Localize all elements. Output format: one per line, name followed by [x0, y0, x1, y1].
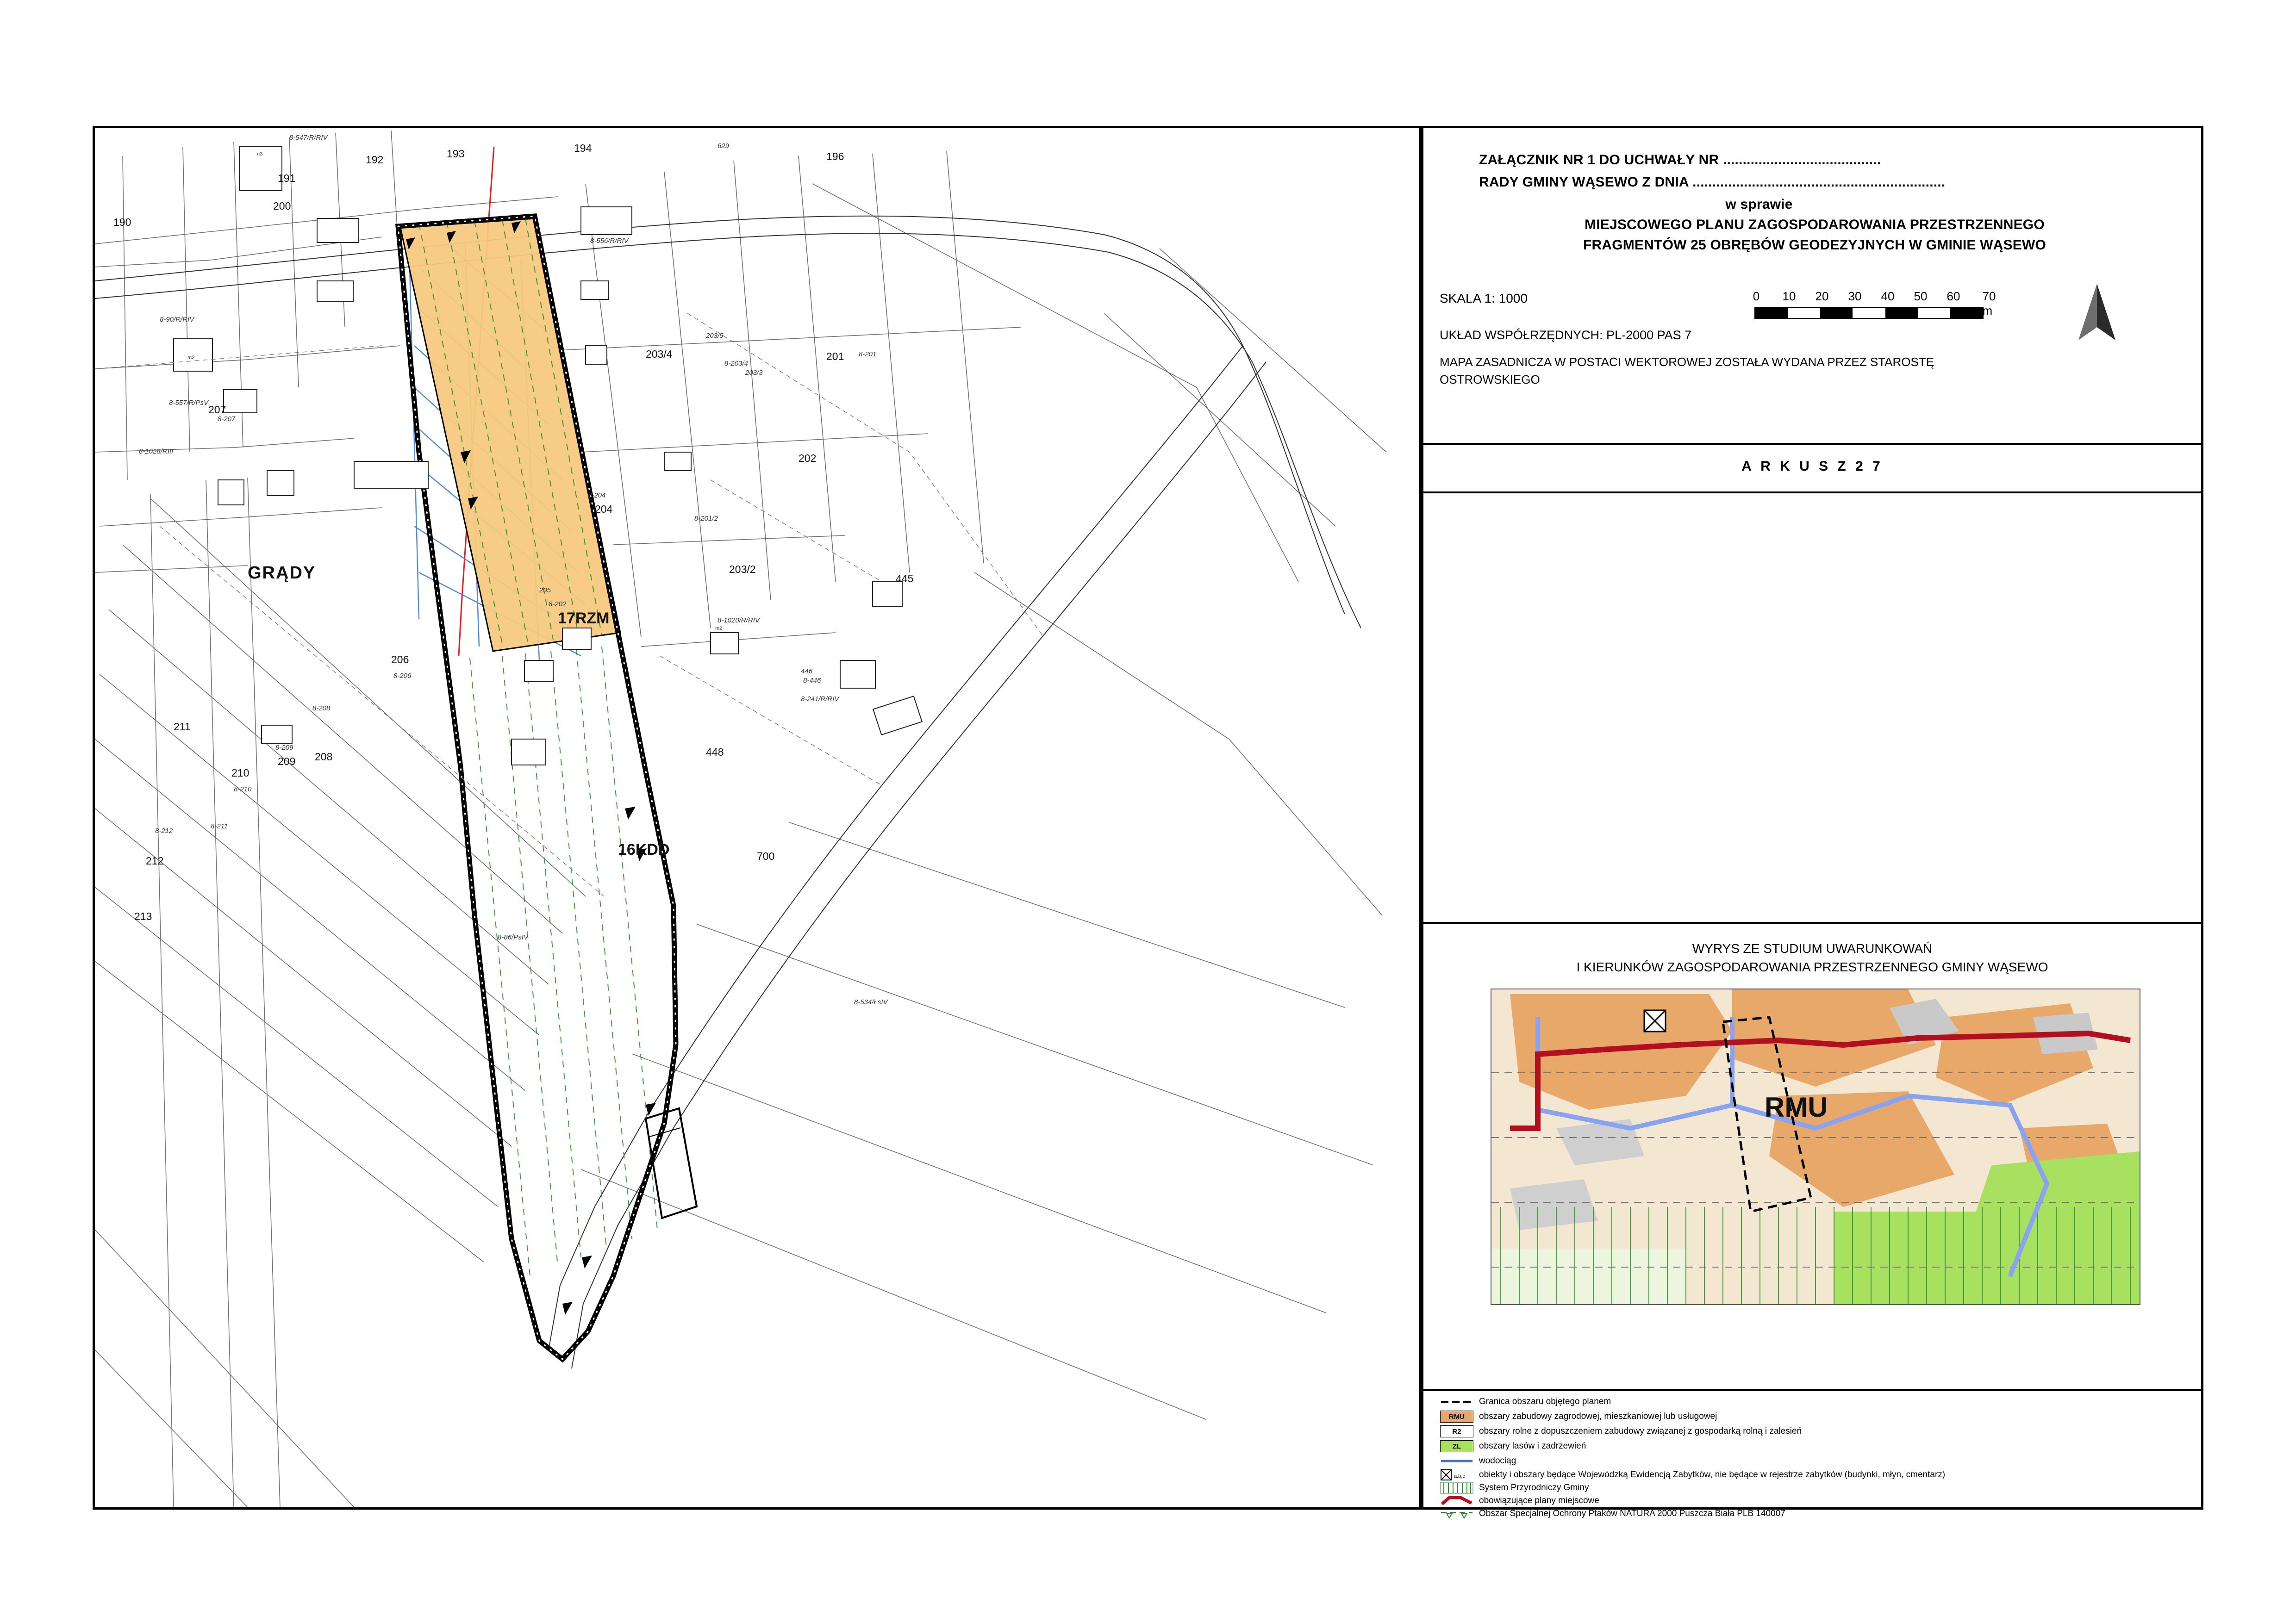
cadastral-code: 8-201/2: [694, 515, 718, 522]
cadastral-code: 8-1028/RIII: [139, 448, 174, 455]
parcel-number: 193: [447, 148, 465, 160]
scalebar-tick: 70 m: [1982, 289, 1996, 317]
map-vector-graphics: [95, 128, 1419, 1507]
legend-text: wodociąg: [1479, 1456, 1516, 1466]
legend-text: Obszar Specjalnej Ochrony Ptaków NATURA 2000 Puszcza Biała PLB 140007: [1479, 1509, 1785, 1518]
cadastral-code: 8-86/PsIV: [498, 933, 528, 941]
title-panel: [1421, 126, 2203, 1518]
cadastral-code: 8-212: [155, 827, 173, 835]
scalebar-tick: 50: [1914, 289, 1928, 303]
parcel-number: 700: [757, 850, 775, 862]
legend-block: [1423, 1389, 2201, 1518]
scalebar-tick: 0: [1753, 289, 1760, 303]
parcel-number: 191: [278, 172, 296, 184]
parcel-number: 194: [574, 142, 592, 154]
legend-item: [1440, 1455, 1516, 1467]
parcel-number: 205: [539, 586, 551, 594]
scalebar-segments: [1754, 307, 1984, 319]
blank-block: [1423, 491, 2201, 922]
header-line-3: w sprawie: [1725, 197, 1793, 212]
sheet-number-block: [1423, 443, 2201, 491]
wyrys-title-line-1: WYRYS ZE STUDIUM UWARUNKOWAŃ: [1692, 941, 1933, 956]
scalebar-tick: 40: [1881, 289, 1895, 303]
sheet-number: A R K U S Z 2 7: [1741, 459, 1883, 474]
parcel-number: 629: [718, 142, 730, 150]
parcel-number: 203/4: [646, 348, 673, 360]
zone-label-17rzm: 17RZM: [558, 609, 610, 627]
cadastral-code: 8-557/R/PsV: [169, 399, 209, 407]
header-line-4: MIEJSCOWEGO PLANU ZAGOSPODAROWANIA PRZESTRZENNEGO: [1585, 217, 2045, 232]
cadastral-code: 8-211: [211, 822, 228, 830]
parcel-number: 213: [134, 910, 152, 922]
legend-key-dashed-line: [1440, 1396, 1473, 1408]
north-arrow-icon: [2069, 281, 2125, 343]
cadastral-code: 8-534/ŁsIV: [854, 998, 888, 1006]
parcel-number: 200: [273, 200, 291, 212]
legend-item: [1440, 1396, 1611, 1408]
cadastral-code: 8-1020/R/RIV: [718, 616, 760, 624]
cadastral-code: 8-207: [218, 415, 236, 423]
parcel-number: 210: [231, 767, 250, 779]
parcel-number: 204: [595, 503, 613, 515]
legend-item: [1440, 1425, 1802, 1437]
parcel-number: 203/3: [745, 369, 763, 377]
coordinate-system-label: UKŁAD WSPÓŁRZĘDNYCH: PL-2000 PAS 7: [1440, 328, 1692, 342]
source-note-line-2: OSTROWSKIEGO: [1440, 373, 1540, 386]
parcel-number: 206: [391, 653, 409, 665]
cadastral-code: 8-210: [234, 785, 252, 793]
cadastral-code: 8-203/4: [724, 360, 748, 367]
wyrys-title-line-2: I KIERUNKÓW ZAGOSPODAROWANIA PRZESTRZENNEGO GMINY WĄSEWO: [1576, 960, 2048, 974]
cadastral-code: 8-90/R/RIV: [160, 316, 194, 323]
legend-key-natura2000: [1440, 1508, 1473, 1520]
legend-item: [1440, 1508, 1785, 1520]
parcel-number: 201: [826, 350, 844, 362]
parcel-number: n3: [257, 151, 263, 157]
cadastral-code: 8-208: [312, 704, 331, 712]
parcel-number: 203/2: [729, 563, 756, 575]
parcel-number: 446: [801, 667, 813, 675]
cadastral-code: 8-209: [275, 744, 293, 752]
legend-key-r2: R2: [1440, 1425, 1473, 1437]
wyrys-map-image: [1491, 989, 2140, 1305]
legend-item: [1440, 1440, 1586, 1452]
cadastral-code: 8-201: [859, 350, 877, 358]
legend-item: [1440, 1495, 1599, 1507]
legend-text: obszary rolne z dopuszczeniem zabudowy związanej z gospodarką rolną i zalesień: [1479, 1426, 1802, 1436]
legend-key-waterline: [1440, 1455, 1473, 1467]
cadastral-code: 8-556/R/RIV: [590, 237, 629, 245]
scale-label: SKALA 1: 1000: [1440, 291, 1528, 305]
parcel-number: 196: [826, 150, 844, 162]
legend-text: obszary lasów i zadrzewień: [1479, 1441, 1586, 1451]
parcel-number: 192: [366, 154, 384, 166]
cadastral-code: 8-202: [549, 600, 567, 608]
parcel-number: 202: [799, 452, 817, 464]
wyrys-zone-label: RMU: [1765, 1092, 1828, 1123]
legend-key-zl: ZL: [1440, 1440, 1473, 1452]
title-block: [1423, 128, 2201, 443]
parcel-number: 190: [113, 216, 131, 228]
parcel-number: 211: [174, 721, 191, 733]
header-line-1: ZAŁĄCZNIK NR 1 DO UCHWAŁY NR ........................................: [1479, 152, 1881, 168]
header-line-2: RADY GMINY WĄSEWO Z DNIA ................................................................: [1479, 174, 1946, 190]
legend-key-rmu: RMU: [1440, 1411, 1473, 1423]
parcel-number: 203/5: [706, 332, 724, 340]
source-note-line-1: MAPA ZASADNICZA W POSTACI WEKTOROWEJ ZOSTAŁA WYDANA PRZEZ STAROSTĘ: [1440, 355, 1934, 369]
cadastral-code: 8-547/R/RIV: [289, 134, 328, 142]
legend-text: Granica obszaru objętego planem: [1479, 1397, 1611, 1406]
legend-key-monument-icon: [1440, 1469, 1473, 1481]
parcel-number: 212: [146, 855, 164, 867]
legend-key-red-plan: [1440, 1495, 1473, 1507]
zone-16KDD-area: [646, 1108, 697, 1218]
legend-key-hatch: [1440, 1482, 1473, 1494]
legend-item: [1440, 1411, 1717, 1423]
map-place-name: GRĄDY: [248, 563, 316, 583]
legend-text: obiekty i obszary będące Wojewódzką Ewidencją Zabytków, nie będące w rejestrze zabytków (budynki, młyn, cmentarz): [1479, 1470, 1946, 1480]
parcel-number: m2: [187, 355, 195, 361]
parcel-number: 208: [315, 751, 333, 763]
scale-bar: [1754, 289, 2014, 325]
wyrys-block: [1423, 922, 2201, 1389]
svg-text:a,b,c: a,b,c: [1454, 1474, 1465, 1479]
legend-item: [1440, 1469, 1945, 1481]
parcel-number: 207: [208, 404, 226, 416]
cadastral-code: 8-204: [588, 491, 606, 499]
parcel-number: 448: [706, 746, 724, 758]
parcel-number: m2: [715, 626, 723, 631]
parcel-number: 445: [896, 572, 914, 585]
scalebar-tick: 30: [1848, 289, 1862, 303]
map-drawing-area: [93, 126, 1421, 1510]
legend-text: System Przyrodniczy Gminy: [1479, 1483, 1589, 1492]
header-line-5: FRAGMENTÓW 25 OBRĘBÓW GEODEZYJNYCH W GMINIE WĄSEWO: [1583, 237, 2046, 253]
legend-text: obszary zabudowy zagrodowej, mieszkaniowej lub usługowej: [1479, 1412, 1717, 1421]
cadastral-code: 8-446: [803, 677, 821, 684]
scalebar-tick: 60: [1947, 289, 1960, 303]
scalebar-tick: 20: [1815, 289, 1829, 303]
cadastral-code: 8-241/R/RIV: [801, 695, 839, 703]
parcel-number: 209: [278, 755, 296, 767]
legend-text: obowiązujące plany miejscowe: [1479, 1496, 1599, 1505]
cadastral-code: 8-206: [393, 672, 412, 680]
scalebar-tick: 10: [1782, 289, 1796, 303]
legend-item: [1440, 1482, 1589, 1494]
zone-label-16kdd: 16KDD: [618, 841, 670, 858]
